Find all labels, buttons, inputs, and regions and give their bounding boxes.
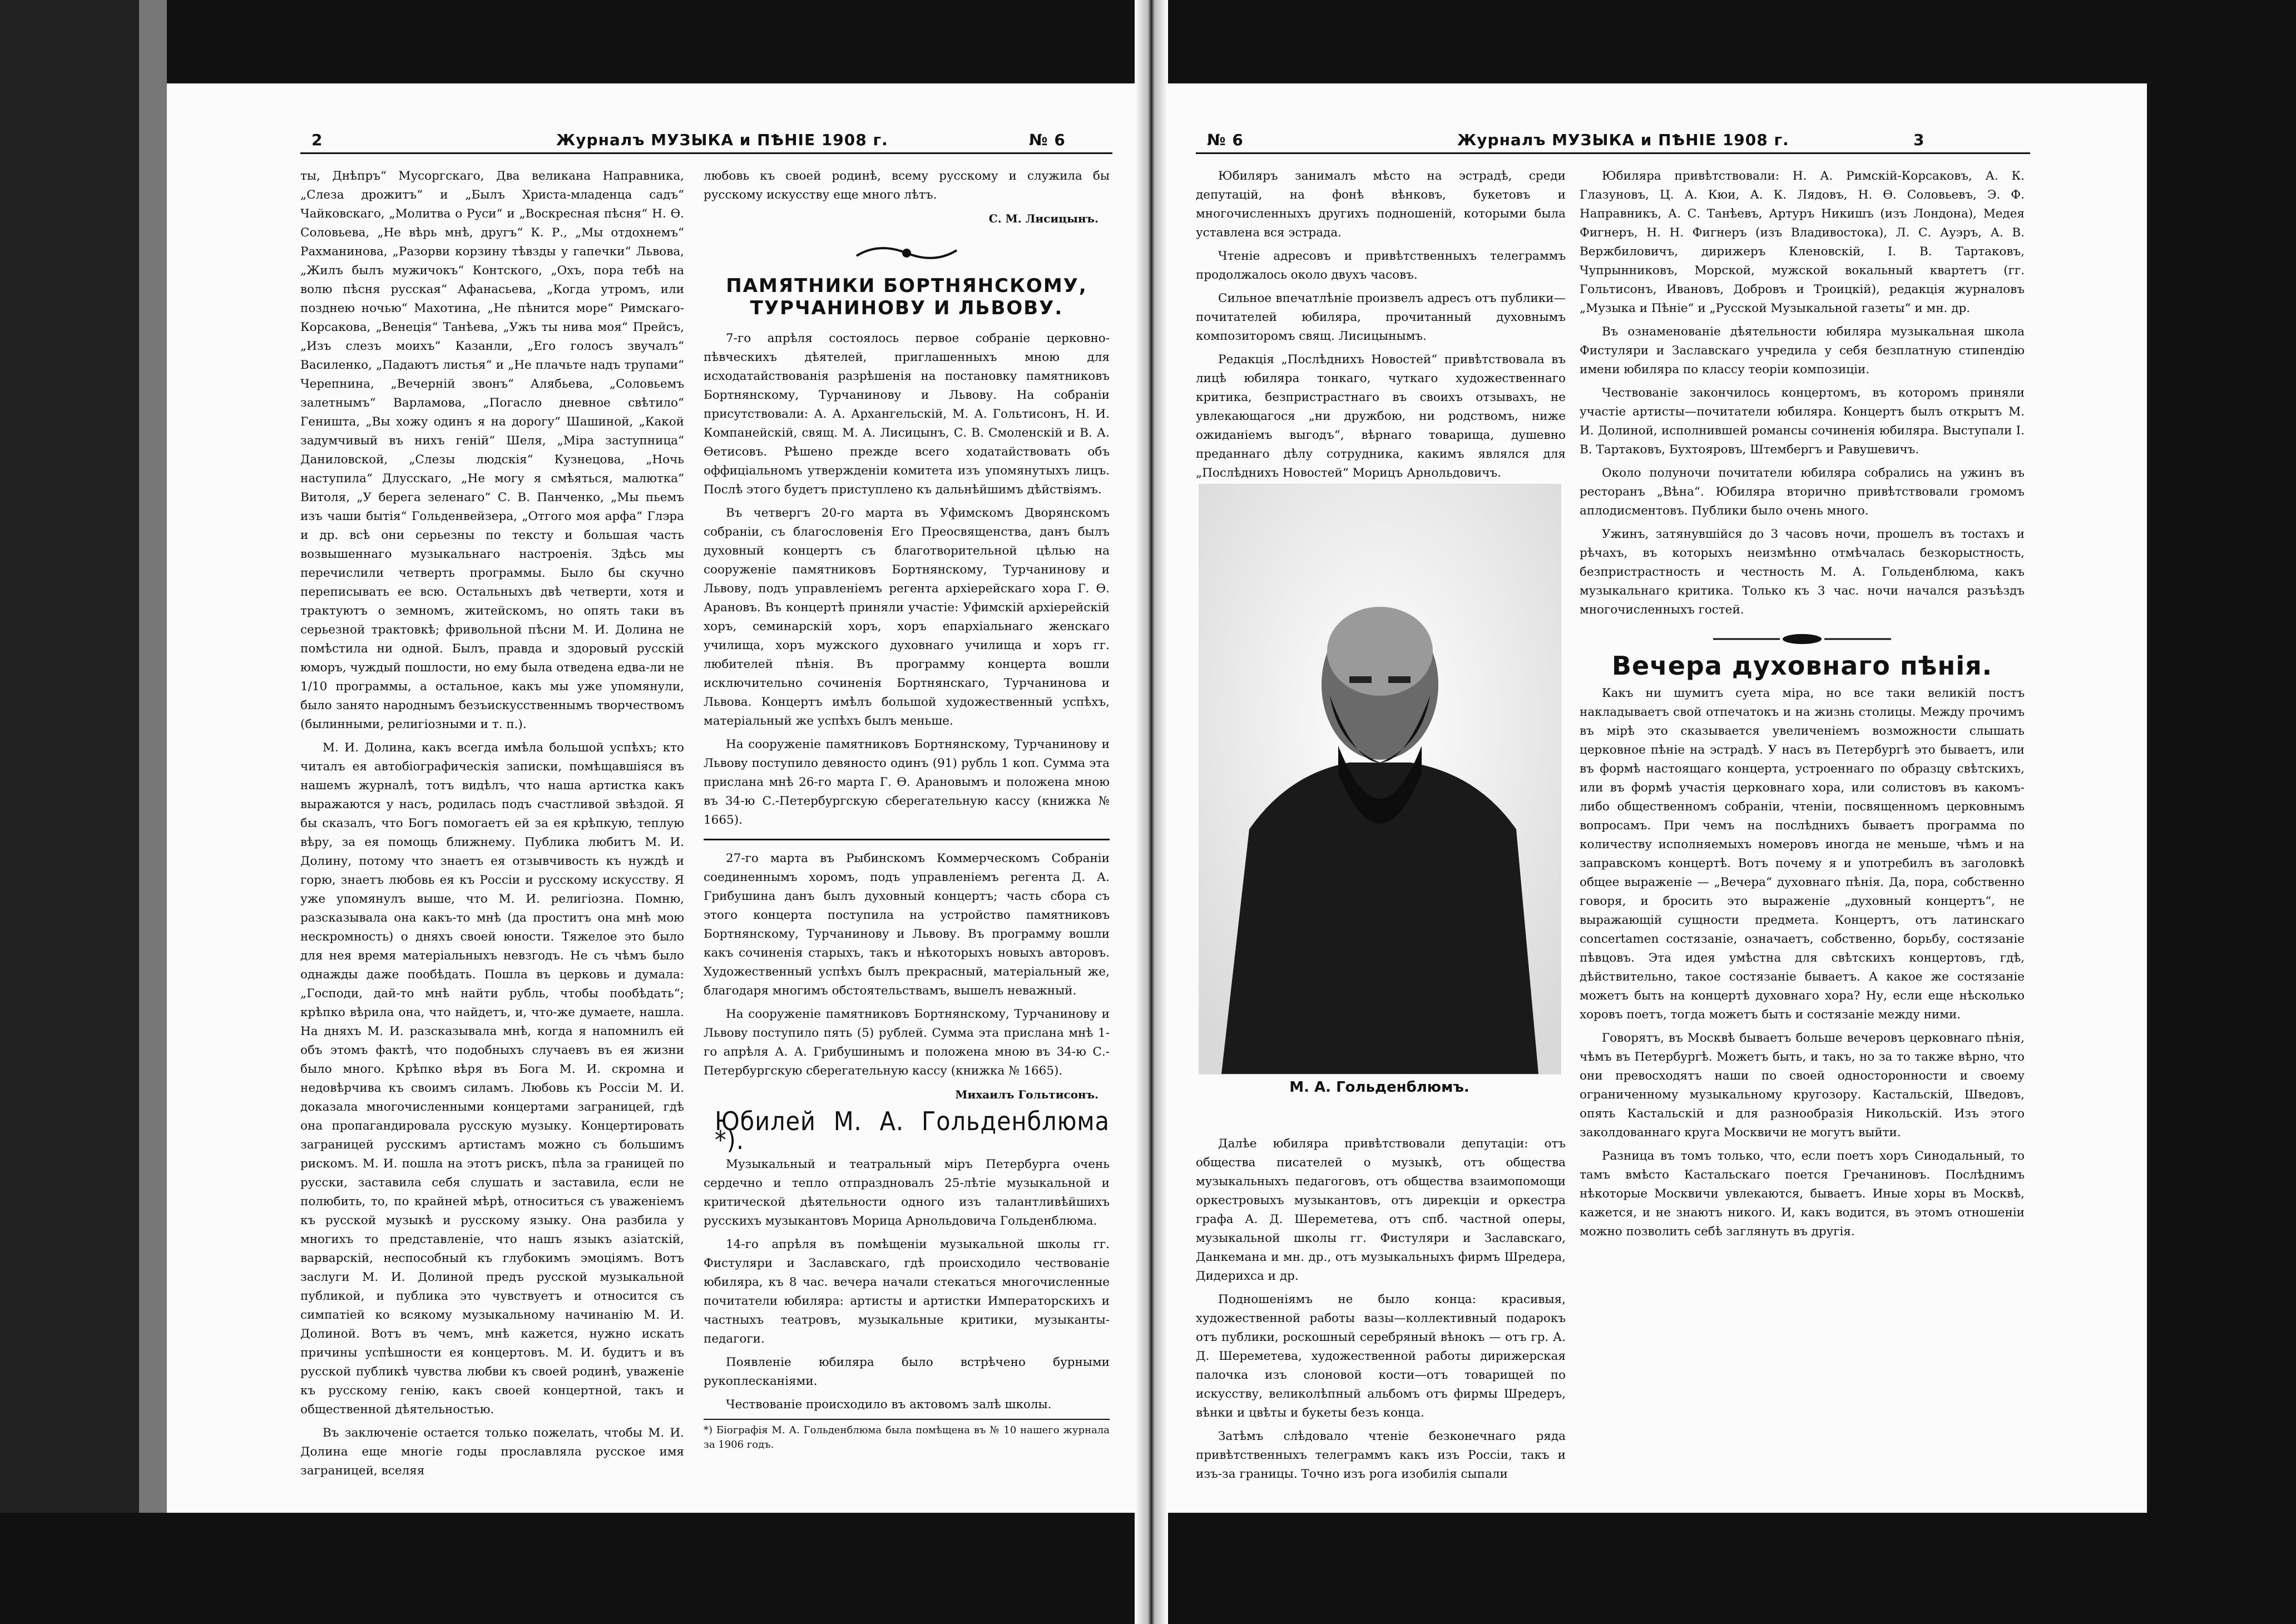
paragraph: Подношеніямъ не было конца: красивыя, художественной работы вазы—коллективный подарокъ отъ публики, роскошный серебряный вѣнокъ — отъ гр. А. Д. Шереметева, художественной работы дирижерская палочка изъ слоновой кости—отъ товарищей по искусству, великолѣпный альбомъ отъ фирмы Шредеръ, вѣнки и цвѣты и букеты безъ конца. (1196, 1293, 1566, 1420)
section-heading-jubilee: Юбилей М. А. Гольденблюма *). (715, 1106, 1110, 1155)
paragraph: Говорятъ, въ Москвѣ бываетъ больше вечеровъ церковнаго пѣнія, чѣмъ въ Петербургѣ. Можетъ быть, и такъ, но за то также вѣрно, что они превосходятъ наши по своей односторонности и своему ограниченному музыкальному кругозору. Кастальскій, Шведовъ, опять Кастальскій и для разнообразія Никольскій. Изъ этого заколдованнаго круга Москвичи не могутъ выйти. (1580, 1031, 2025, 1140)
right-header-rule (1196, 152, 2030, 154)
left-header-rule (300, 152, 1112, 154)
paragraph: Сильное впечатлѣніе произвелъ адресъ отъ публики—почитателей юбиляра, прочитанный духовнымъ композиторомъ свящ. Лисицынымъ. (1196, 291, 1566, 343)
right-column-2 (1580, 167, 2025, 1246)
paragraph: На сооруженіе памятниковъ Бортнянскому, Турчанинову и Львову поступило девяносто одинъ (91) рубль 1 коп. Сумма эта прислана мнѣ 26-го марта Г. Ѳ. Арановымъ и положена мною въ 34-ю С.-Петербургскую сберегательную кассу (книжка № 1665). (704, 737, 1110, 827)
portrait-photo (1199, 484, 1561, 1075)
paragraph: Въ ознаменованіе дѣятельности юбиляра музыкальная школа Фистуляри и Заславскаго учредила у себя безплатную стипендію имени юбиляра по классу теоріи композиціи. (1580, 325, 2025, 377)
scan-border-left-gray (139, 0, 167, 1624)
right-issue-number: № 6 (1207, 131, 1244, 149)
footnote: *) Біографія М. А. Гольденблюма была помѣщена въ № 10 нашего журнала за 1906 годъ. (704, 1419, 1110, 1452)
paragraph: Въ заключеніе остается только пожелать, чтобы М. И. Долина еще многіе годы прославляла русское имя заграницей, вселяя (300, 1426, 684, 1478)
paragraph: любовь къ своей родинѣ, всему русскому и служила бы русскому искусству еще много лѣтъ. (704, 169, 1110, 202)
paragraph: Далѣе юбиляра привѣтствовали депутаціи: отъ общества писателей о музыкѣ, отъ общества музыкальныхъ педагоговъ, отъ общества взаимопомощи оркестровыхъ музыкантовъ, отъ дирекціи и оркестра графа А. Д. Шереметева, отъ спб. частной оперы, музыкальной школы гг. Фистуляри и Заславскаго, Данкемана и мн. др., отъ музыкальныхъ фирмъ Шредера, Дидерихса и др. (1196, 1137, 1566, 1283)
paragraph: Затѣмъ слѣдовало чтеніе безконечнаго ряда привѣтственныхъ телеграммъ какъ изъ Россіи, такъ и изъ-за границы. Точно изъ рога изобилія сыпали (1196, 1429, 1566, 1481)
paragraph: Чтеніе адресовъ и привѣтственныхъ телеграммъ продолжалось около двухъ часовъ. (1196, 249, 1566, 282)
paragraph: Музыкальный и театральный міръ Петербурга очень сердечно и тепло отпраздновалъ 25-лѣтіе музыкальной и критической дѣятельности одного изъ талантливѣйшихъ русскихъ музыкантовъ Морица Арнольдовича Гольденблюма. (704, 1157, 1110, 1228)
divider-ornament-icon (1713, 631, 1891, 647)
paragraph: ты, Днѣпръ“ Мусоргскаго, Два великана Направника, „Слеза дрожитъ“ и „Былъ Христа-младенца садъ“ Чайковскаго, „Молитва о Руси“ и „Воскресная пѣсня“ Н. Ѳ. Соловьева, „Не вѣрь мнѣ, другъ“ К. Р., „Мы отдохнемъ“ Рахманинова, „Разорви корзину тѣвзды у гапечки“ Львова, „Жилъ былъ мужичокъ“ Контского, „Охъ, пора тебѣ на волю пѣсня русская“ Афанасьева, „Когда утромъ, или позднею ночью“ Махотина, „Не пѣнится море“ Римскаго-Корсакова, „Венеція“ Танѣева, „Ужъ ты нива моя“ Прейсъ, „Изъ слезъ моихъ“ Казанли, „Его голосъ звучалъ“ Василенко, „Падаютъ листья“ и „Не плачьте надъ трупами“ Черепнина, „Вечерній звонъ“ Алябьева, „Соловьемъ залетнымъ“ Варламова, „Погасло дневное свѣтило“ Геништа, „Вы хожу одинъ я на дорогу“ Шашиной, „Какой задумчивый въ нихъ геній“ Шеля, „Міра заступница“ Даниловской, „Слезы людскія“ Кузнецова, „Ночь наступила“ Длусскаго, „Не могу я смѣяться, малютка“ Витоля, „У берега зеленаго“ С. В. Панченко, „Мы пьемъ изъ чаши бытія“ Гольденвейзера, „Отгого моя арфа“ Глэра и др. всѣ они серьезны по тексту и большая часть возвышеннаго музыкальнаго настроенія. Здѣсь мы перечислили четверть программы. Было бы скучно переписывать ее всю. Остальныхъ двѣ четверти, хотя и трактуютъ о земномъ, житейскомъ, но опять таки въ серьезной трактовкѣ; фривольной пѣсни М. И. Долина не помѣстила ни одной. Былъ, правда и здоровый русскій юморъ, чуждый пошлости, но ему была отведена едва-ли не 1/10 программы, а остальное, какъ мы уже упомянули, было занято народнымъ безъискусственнымъ творчествомъ (былинными, религіозными и т. п.). (300, 169, 684, 731)
paragraph: 14-го апрѣля въ помѣщеніи музыкальной школы гг. Фистуляри и Заславскаго, гдѣ происходило чествованіе юбиляра, къ 8 час. вечера начали стекаться многочисленные почитатели юбиляра: артисты и артистки Императорскихъ и частныхъ театровъ, музыкальные критики, музыканты-педагоги. (704, 1237, 1110, 1346)
right-column-1-bottom (1196, 1135, 1566, 1488)
left-page-number: 2 (311, 131, 323, 149)
divider (704, 839, 1110, 840)
paragraph: Юбиляра привѣтствовали: Н. А. Римскій-Корсаковъ, А. К. Глазуновъ, Ц. А. Кюи, А. К. Лядовъ, Н. Ѳ. Соловьевъ, Э. Ф. Направникъ, А. С. Танѣевъ, Артуръ Никишъ (изъ Лондона), Медея Фигнеръ, Н. Н. Фигнеръ (изъ Владивостока), Л. С. Ауэръ, А. В. Вержбиловичъ, дирижеръ Кленовскій, І. В. Тартаковъ, Чупрынниковъ, Морской, мужской вокальный квартетъ (гг. Гольтисонъ, Ивановъ, Добровъ и Троицкій), редакція журналовъ „Музыка и Пѣніе“ и „Русской Музыкальной газеты“ и мн. др. (1580, 169, 2025, 315)
left-running-title: Журналъ МУЗЫКА и ПѢНІЕ 1908 г. (556, 131, 888, 149)
left-column-2 (704, 167, 1110, 1452)
right-column-1-top (1196, 167, 1566, 487)
book-gutter (1135, 0, 1168, 1624)
author-signature: С. М. Лисицынъ. (988, 212, 1098, 225)
left-issue-number: № 6 (1029, 131, 1066, 149)
section-heading-monuments: ПАМЯТНИКИ БОРТНЯНСКОМУ, ТУРЧАНИНОВУ И ЛЬВОВУ. (726, 275, 1087, 319)
paragraph: Чествованіе закончилось концертомъ, въ которомъ приняли участіе артисты—почитатели юбиляра. Концертъ былъ открытъ М. И. Долиной, исполнившей романсы сочиненія юбиляра. Выступали І. В. Тартаковъ, Бухтояровъ, Штембергъ и Равушевичъ. (1580, 386, 2025, 457)
portrait-figure (1199, 484, 1560, 1112)
paragraph: Разница въ томъ только, что, если поетъ хоръ Синодальный, то тамъ вмѣсто Кастальскаго поется Гречаниновъ. Послѣднимъ нѣкоторые Москвичи увлекаются, бываетъ. Иные хоры въ Москвѣ, кажется, и не знаютъ никого. И, какъ водится, въ этомъ отношеніи можно позволить себѣ заглянуть въ другія. (1580, 1149, 2025, 1239)
scan-border-right (2147, 0, 2296, 1624)
section-heading-vespers: Вечера духовнаго пѣнія. (1611, 651, 1993, 681)
paragraph: Чествованіе происходило въ актовомъ залѣ школы. (726, 1398, 1052, 1412)
scan-border-left (0, 0, 139, 1624)
paragraph: 27-го марта въ Рыбинскомъ Коммерческомъ Собраніи соединеннымъ хоромъ, подъ управленіемъ регента Д. А. Грибушина данъ былъ духовный концертъ; часть сбора съ этого концерта поступила на устройство памятниковъ Бортнянскому, Турчанинову и Львову. Въ программу вошли какъ сочиненія старыхъ, такъ и нѣкоторыхъ новыхъ авторовъ. Художественный успѣхъ былъ прекрасный, матеріальный же, благодаря многимъ обстоятельствамъ, вышелъ неважный. (704, 851, 1110, 998)
paragraph: Около полуночи почитатели юбиляра собрались на ужинъ въ ресторанъ „Вѣна“. Юбиляра вторично привѣтствовали громомъ аплодисментовъ. Публики было очень много. (1580, 466, 2025, 518)
right-running-title: Журналъ МУЗЫКА и ПѢНІЕ 1908 г. (1457, 131, 1789, 149)
paragraph: Ужинъ, затянувшійся до 3 часовъ ночи, прошелъ въ тостахъ и рѣчахъ, въ которыхъ неизмѣнно отмѣчалась безкорыстность, безпристрастность и честность М. А. Гольденблюма, какъ музыкальнаго критика. Только къ 3 час. ночи начался разъѣздъ многочисленныхъ гостей. (1580, 527, 2025, 617)
paragraph: Юбиляръ занималъ мѣсто на эстрадѣ, среди депутацій, на фонѣ вѣнковъ, букетовъ и многочисленныхъ другихъ подношеній, которыми была уставлена вся эстрада. (1196, 169, 1566, 240)
paragraph: Редакція „Послѣднихъ Новостей“ привѣтствовала въ лицѣ юбиляра тонкаго, чуткаго художественнаго критика, безпристрастнаго въ своихъ отзывахъ, не увлекающагося „ни дружбою, ни родствомъ, ниже ожиданіемъ выгодъ“, вѣрнаго товарища, душевно преданнаго дѣлу сотрудника, какимъ являлся для „Послѣднихъ Новостей“ Морицъ Арнольдовичъ. (1196, 353, 1566, 480)
left-column-1 (300, 167, 684, 1485)
paragraph: М. И. Долина, какъ всегда имѣла большой успѣхъ; кто читалъ ея автобіографическія записки, помѣщавшіяся въ нашемъ журналѣ, тотъ видѣлъ, что наша артистка какъ выражаются у насъ, родилась подъ счастливой звѣздой. Я бы сказалъ, что Богъ помогаетъ ей за ея крѣпкую, теплую вѣру, за ея помощь ближнему. Публика любитъ М. И. Долину, потому что знаетъ ея отзывчивость къ нуждѣ и горю, знаетъ любовь ея къ Россіи и русскому искусству. Я уже упомянулъ выше, что М. И. религіозна. Помню, разсказывала она какъ-то мнѣ (да проститъ она мнѣ мою нескромность) о дняхъ своей юности. Тяжелое это было для нея время матеріальныхъ невзгодъ. Не съ чѣмъ было однажды даже пообѣдать. Пошла въ церковь и думала: „Господи, дай-то мнѣ найти рубль, чтобы пообѣдать“; крѣпко вѣрила она, что найдетъ, и, что-же думаете, нашла. На дняхъ М. И. разсказывала мнѣ, когда я напомнилъ ей объ этомъ фактѣ, что подобныхъ случаевъ въ ея жизни было много. Крѣпко вѣря въ Бога М. И. скромна и недовѣрчива къ своимъ силамъ. Любовь къ Россіи М. И. доказала многочисленными концертами заграницей, гдѣ она пропагандировала русскую музыку. Концертировать заграницей русскимъ артистамъ можно съ большимъ рискомъ. М. И. пошла на этотъ рискъ, пѣла за границей по русски, заставила себя слушать и заставила, если не полюбить, то, по крайней мѣрѣ, относиться съ уваженіемъ къ русской музыкѣ и русскому языку. Она разбила у многихъ то представленіе, что нашъ языкъ азіатскій, варварскій, неспособный къ глубокимъ эмоціямъ. Вотъ заслуги М. И. Долиной предъ русской музыкальной публикой, и публика это чувствуетъ и относится съ симпатіей ко всякому музыкальному начинанію М. И. Долиной. Вотъ въ чемъ, мнѣ кажется, нужно искать причины успѣшности ея концертовъ. М. И. будитъ и въ русской публикѣ чувства любви къ своей родинѣ, уваженіе къ русскому генію, какъ своей концертной, такъ и общественной дѣятельностью. (300, 741, 684, 1417)
ornament-icon (851, 239, 962, 267)
paragraph: Появленіе юбиляра было встрѣчено бурными рукоплесканіями. (704, 1355, 1110, 1388)
paragraph: Въ четвергъ 20-го марта въ Уфимскомъ Дворянскомъ собраніи, съ благословенія Его Преосвященства, данъ былъ духовный концертъ съ благотворительной цѣлью на сооруженіе памятниковъ Бортнянскому, Турчанинову и Львову, подъ управленіемъ регента архіерейскаго хора Г. Ѳ. Арановъ. Въ концертѣ приняли участіе: Уфимскій архіерейскій хоръ, семинарскій хоръ, хоръ епархіальнаго женскаго училища, хоръ мужского духовнаго училища и хоръ гг. любителей пѣнія. Въ программу концерта вошли исключительно сочиненія Бортнянскаго, Турчанинова и Львова. Концертъ имѣлъ большой художественный успѣхъ, матеріальный же успѣхъ былъ меньше. (704, 506, 1110, 728)
author-signature: Михаилъ Гольтисонъ. (955, 1088, 1098, 1101)
photo-caption: М. А. Гольденблюмъ. (1289, 1079, 1469, 1096)
paragraph: Какъ ни шумитъ суета міра, но все таки великій постъ накладываетъ свой отпечатокъ и на жизнь столицы. Между прочимъ въ мірѣ это сказывается увеличеніемъ возможности слышать церковное пѣніе на эстрадѣ. У насъ въ Петербургѣ это бываетъ, или въ формѣ настоящаго концерта, устроеннаго по образцу свѣтскихъ, или въ формѣ участія церковнаго хора, или солистовъ въ какомъ-либо общественномъ собраніи, чтеніи, посвященномъ церковнымъ вопросамъ. При чемъ на послѣднихъ бываетъ программа по количеству исполняемыхъ номеровъ иногда не меньше, чѣмъ и на заправскомъ концертѣ. Вотъ почему я и употребилъ въ заголовкѣ общее выраженіе — „Вечера“ духовнаго пѣнія. Да, пора, собственно говоря, и бросить это выраженіе „духовный концертъ“, не выражающій сущности предмета. Концертъ, отъ латинскаго concertamen состязаніе, означаетъ, собственно, борьбу, состязаніе пѣвцовъ. Эта идея умѣстна для свѣтскихъ концертовъ, гдѣ, дѣйствительно, такое состязаніе бываетъ. А какое же состязаніе можетъ быть на концертѣ духовнаго хора? Ну, если еще нѣсколько хоровъ поетъ, тогда можетъ быть и состязаніе между ними. (1580, 686, 2025, 1022)
paragraph: 7-го апрѣля состоялось первое собраніе церковно-пѣвческихъ дѣятелей, приглашенныхъ мною для исходатайствованія разрѣшенія на постановку памятниковъ Бортнянскому, Турчанинову и Львову. На собраніи присутствовали: А. А. Архангельскій, М. А. Гольтисонъ, Н. И. Компанейскій, свящ. М. А. Лисицынъ, С. В. Смоленскій и В. А. Ѳетисовъ. Рѣшено прежде всего ходатайствовать объ оффиціальномъ утвержденіи комитета изъ упомянутыхъ лицъ. Послѣ этого будетъ приступлено къ дальнѣйшимъ дѣйствіямъ. (704, 331, 1110, 497)
paragraph: На сооруженіе памятниковъ Бортнянскому, Турчанинову и Львову поступило пять (5) рублей. Сумма эта прислана мнѣ 1-го апрѣля А. А. Грибушинымъ и положена мною въ 34-ю С.-Петербургскую сберегательную кассу (книжка № 1665). (704, 1007, 1110, 1078)
right-page-number: 3 (1913, 131, 1925, 149)
